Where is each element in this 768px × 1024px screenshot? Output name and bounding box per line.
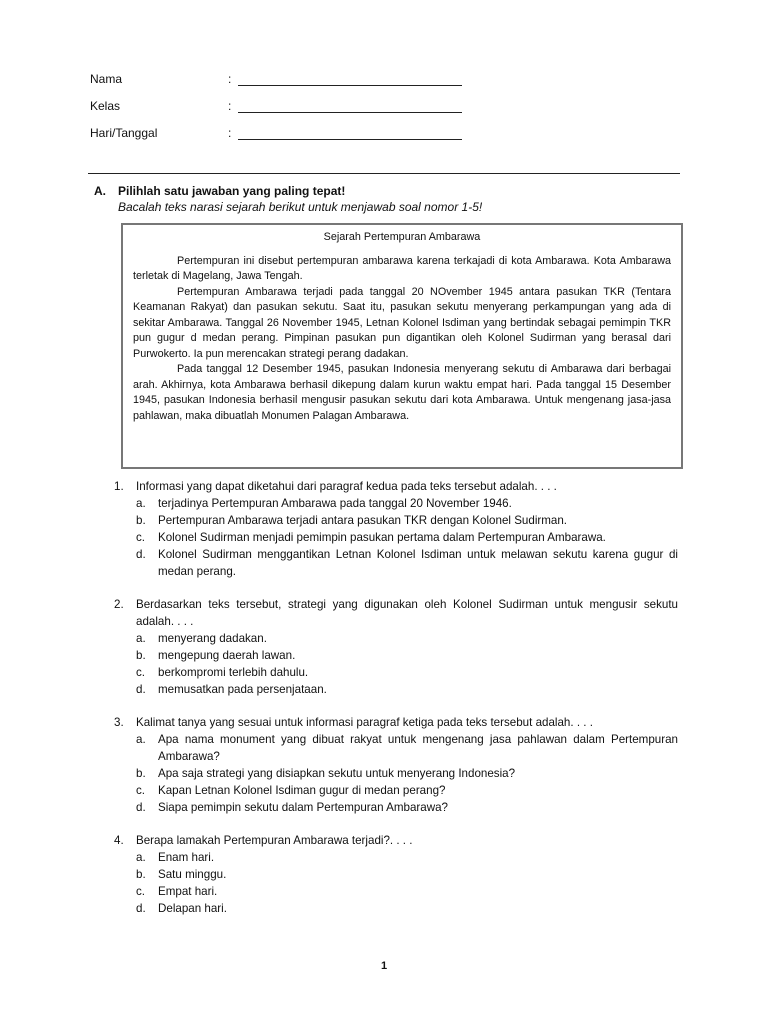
date-label: Hari/Tanggal [90,126,158,140]
option-d[interactable] [136,681,678,698]
date-field-row [90,126,462,140]
option-letter: c. [136,885,146,898]
option-text: memusatkan pada persenjataan. [158,683,327,696]
option-c[interactable] [136,782,678,799]
date-blank-line[interactable] [238,127,462,140]
class-field-row [90,99,462,113]
name-field-row [90,72,462,86]
class-label: Kelas [90,99,121,113]
option-letter: d. [136,683,146,696]
option-letter: d. [136,801,146,814]
option-a[interactable] [136,630,678,647]
question-number: 3. [114,716,124,729]
option-text: Enam hari. [158,851,215,864]
option-text: Empat hari. [158,885,218,898]
option-text: mengepung daerah lawan. [158,649,296,662]
question-1 [114,478,678,580]
question-4 [114,832,678,917]
option-b[interactable] [136,765,678,782]
question-number: 1. [114,480,124,493]
option-a[interactable] [136,849,678,866]
option-letter: c. [136,784,146,797]
section-instruction: Bacalah teks narasi sejarah berikut untuk menjawab soal nomor 1-5! [118,200,483,214]
option-c[interactable] [136,664,678,681]
option-text: Apa nama monument yang dibuat rakyat untuk mengenang jasa pahlawan dalam Pertempuran Ambarawa? [158,733,678,763]
passage-box [121,223,683,469]
section-letter: A. [94,184,106,198]
option-c[interactable] [136,529,678,546]
option-letter: a. [136,632,146,645]
option-a[interactable] [136,495,678,512]
option-c[interactable] [136,883,678,900]
option-text: Satu minggu. [158,868,227,881]
option-letter: b. [136,649,146,662]
question-3 [114,714,678,816]
question-text: Informasi yang dapat diketahui dari paragraf kedua pada teks tersebut adalah. . . . [136,480,557,493]
passage-paragraph-1: Pertempuran ini disebut pertempuran ambarawa karena terkajadi di kota Ambarawa. Kota Ambarawa terletak di Magelang, Jawa Tengah. [133,254,671,282]
header-divider [88,173,680,174]
option-letter: a. [136,497,146,510]
option-text: terjadinya Pertempuran Ambarawa pada tanggal 20 November 1946. [158,497,512,510]
option-text: Pertempuran Ambarawa terjadi antara pasukan TKR dengan Kolonel Sudirman. [158,514,568,527]
question-text: Kalimat tanya yang sesuai untuk informasi paragraf ketiga pada teks tersebut adalah. . . . [136,716,593,729]
option-d[interactable] [136,900,678,917]
question-2 [114,596,678,698]
section-title: Pilihlah satu jawaban yang paling tepat! [118,184,346,198]
class-blank-line[interactable] [238,100,462,113]
option-text: Apa saja strategi yang disiapkan sekutu untuk menyerang Indonesia? [158,767,516,780]
option-text: Delapan hari. [158,902,227,915]
name-colon: : [228,72,232,86]
name-label: Nama [90,72,123,86]
option-text: Siapa pemimpin sekutu dalam Pertempuran Ambarawa? [158,801,448,814]
option-text: berkompromi terlebih dahulu. [158,666,309,679]
option-text: Kapan Letnan Kolonel Isdiman gugur di medan perang? [158,784,446,797]
option-d[interactable] [136,799,678,816]
option-letter: c. [136,666,146,679]
option-letter: a. [136,851,146,864]
option-letter: d. [136,902,146,915]
option-a[interactable] [136,731,678,765]
option-letter: b. [136,767,146,780]
question-text: Berdasarkan teks tersebut, strategi yang digunakan oleh Kolonel Sudirman untuk mengusir sekutu adalah. . . . [136,598,678,628]
passage-paragraph-3: Pada tanggal 12 Desember 1945, pasukan Indonesia menyerang sekutu di Ambarawa dari berbagai arah. Akhirnya, kota Ambarawa berhasil dikepung dalam kurun waktu empat hari. Pada tanggal 15 Desember 1945, pasukan Indonesia berhasil mengusir pasukan sekutu dari kota Ambarawa. Untuk mengenang jasa-jasa pahlawan, maka dibuatlah Monumen Palagan Ambarawa. [133,363,671,422]
question-number: 4. [114,834,124,847]
section-heading [94,184,684,198]
question-number: 2. [114,598,124,611]
passage-paragraph-2: Pertempuran Ambarawa terjadi pada tanggal 20 NOvember 1945 antara pasukan TKR (Tentara Keamanan Rakyat) dan pasukan sekutu. Saat itu, pasukan sekutu menyerang perkampungan yang ada di sekitar Ambarawa. Tanggal 26 November 1945, Letnan Kolonel Isdiman yang bertindak sebagai pemimpin TKR pun gugur d medan perang. Pimpinan pasukan pun digantikan oleh Kolonel Sudirman yang berasal dari Purwokerto. Ia pun merencakan strategi perang dadakan. [133,285,671,360]
date-colon: : [228,126,232,140]
section-a [94,184,684,214]
option-b[interactable] [136,866,678,883]
option-text: Kolonel Sudirman menjadi pemimpin pasukan pertama dalam Pertempuran Ambarawa. [158,531,606,544]
option-b[interactable] [136,512,678,529]
class-colon: : [228,99,232,113]
passage-title: Sejarah Pertempuran Ambarawa [323,231,481,243]
option-letter: b. [136,868,146,881]
option-text: menyerang dadakan. [158,632,267,645]
option-letter: b. [136,514,146,527]
option-letter: a. [136,733,146,746]
option-d[interactable] [136,546,678,580]
question-text: Berapa lamakah Pertempuran Ambarawa terjadi?. . . . [136,834,413,847]
page-number: 1 [380,960,388,972]
option-letter: d. [136,548,146,561]
option-text: Kolonel Sudirman menggantikan Letnan Kolonel Isdiman untuk melawan sekutu karena gugur di medan perang. [158,548,678,578]
option-b[interactable] [136,647,678,664]
question-list [114,478,678,933]
name-blank-line[interactable] [238,73,462,86]
option-letter: c. [136,531,146,544]
